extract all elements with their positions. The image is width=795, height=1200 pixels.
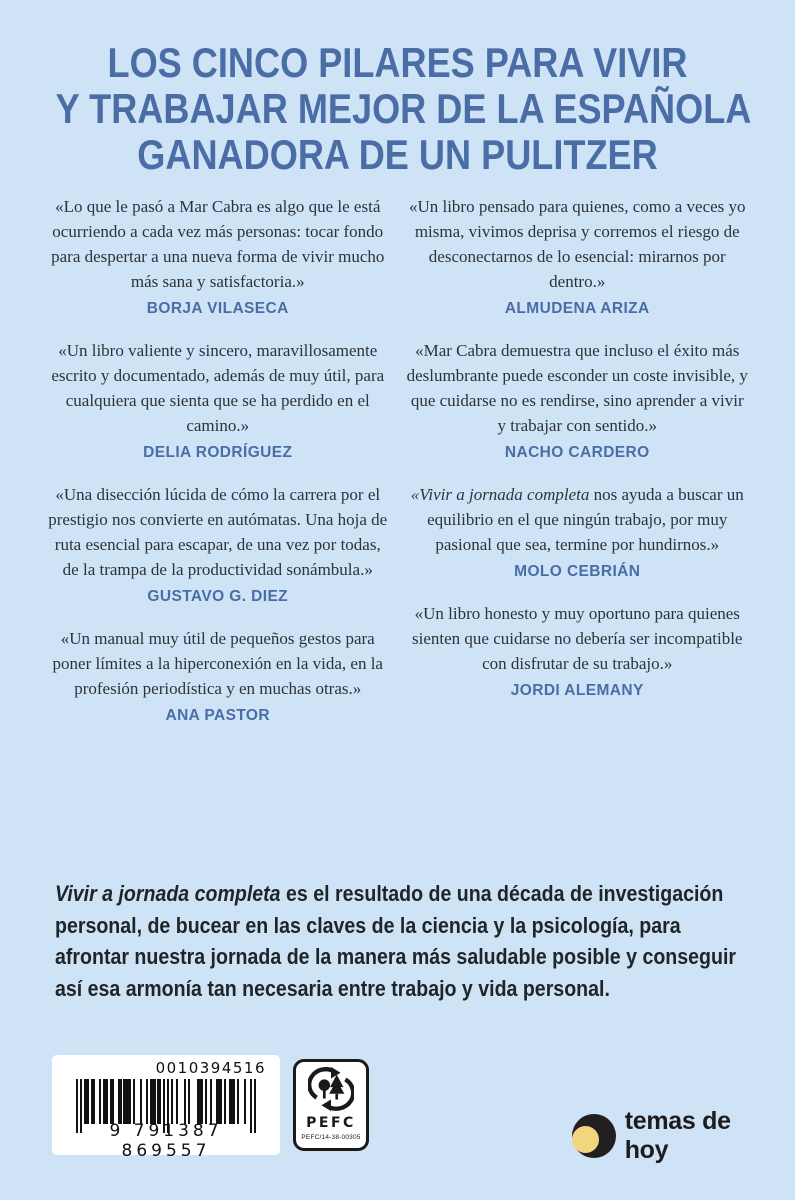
quote-ana-pastor (46, 626, 390, 725)
synopsis-book-title: Vivir a jornada completa (55, 881, 281, 906)
quote-borja-vilaseca (46, 194, 390, 318)
quote-text (46, 194, 390, 294)
quotes-column-left (46, 194, 390, 745)
quote-text (406, 601, 750, 676)
quote-author: ALMUDENA ARIZA (504, 300, 650, 317)
pefc-label (293, 1059, 369, 1151)
cover-title (55, 39, 752, 178)
quote-text (46, 626, 390, 701)
quote-molo-cebrian (406, 482, 750, 581)
quote-body: «Mar Cabra demuestra que incluso el éxito más deslumbrante puede esconder un coste invisible, y que cuidarse no es rendirse, sino aprender a vivir y trabajar con sentido.» (406, 341, 748, 435)
quote-author: MOLO CEBRIÁN (514, 563, 641, 580)
logo-yellow-circle (572, 1126, 599, 1153)
quote-author: NACHO CARDERO (504, 444, 650, 461)
quote-text (46, 482, 390, 582)
quote-book-title: «Vivir a jornada completa (410, 485, 590, 504)
quotes-section (0, 194, 795, 745)
quote-body: «Un libro valiente y sincero, maravillosamente escrito y documentado, además de muy útil, para cualquiera que sienta que se ha perdido en el camino.» (51, 341, 385, 435)
quotes-column-right (406, 194, 750, 745)
quote-nacho-cardero (406, 338, 750, 462)
quote-body: nos ayuda a buscar un equilibrio en el que ningún trabajo, por muy pasional que sea, termine por hundirnos.» (427, 485, 744, 554)
pefc-trees-icon (308, 1067, 354, 1111)
pefc-cert-number: PEFC/14-38-00305 (301, 1134, 361, 1141)
synopsis-paragraph (55, 878, 751, 1004)
quote-author: BORJA VILASECA (146, 300, 289, 317)
quote-text (406, 338, 750, 438)
quote-body: «Una disección lúcida de cómo la carrera por el prestigio nos convierte en autómatas. Una hoja de ruta esencial para escapar, de una vez por todas, de la trampa de la productividad sonámbula.» (48, 485, 388, 579)
pefc-name: PEFC (306, 1115, 356, 1131)
cover-title-line-2: Y TRABAJAR MEJOR DE LA ESPAÑOLA (55, 85, 752, 132)
barcode-isbn-digits: 9 791387 869557 (109, 1121, 223, 1161)
cover-title-line-3: GANADORA DE UN PULITZER (137, 131, 658, 178)
quote-text (406, 194, 750, 294)
temas-de-hoy-icon (570, 1112, 616, 1160)
publisher-logo (570, 1107, 762, 1165)
quote-author: DELIA RODRÍGUEZ (143, 444, 293, 461)
quote-jordi-alemany (406, 601, 750, 700)
footer (52, 1053, 762, 1164)
publisher-name: temas de hoy (624, 1107, 731, 1164)
synopsis-body: es el resultado de una década de investigación personal, de bucear en las claves de la ciencia y la psicología, para afrontar nuestra jornada de la manera más saludable posible y conseguir así esa armonía tan necesaria entre trabajo y vida personal. (55, 881, 737, 1001)
quote-author: GUSTAVO G. DIEZ (147, 588, 289, 605)
quote-text (46, 338, 390, 438)
quote-gustavo-g-diez (46, 482, 390, 606)
quote-text (406, 482, 750, 557)
cover-title-line-1: LOS CINCO PILARES PARA VIVIR (107, 39, 688, 86)
quote-almudena-ariza (406, 194, 750, 318)
quote-author: JORDI ALEMANY (510, 682, 644, 699)
quote-body: «Un libro pensado para quienes, como a veces yo misma, vivimos deprisa y corremos el riesgo de desconectarnos de lo esencial: mirarnos por dentro.» (408, 197, 746, 291)
quote-author: ANA PASTOR (165, 707, 270, 724)
barcode-top-code: 0010394516 (155, 1059, 266, 1077)
quote-delia-rodriguez (46, 338, 390, 462)
quote-body: «Un manual muy útil de pequeños gestos para poner límites a la hiperconexión en la vida, en la profesión periodística y en muchas otras.» (52, 629, 383, 698)
barcode (52, 1055, 280, 1161)
quote-body: «Lo que le pasó a Mar Cabra es algo que le está ocurriendo a cada vez más personas: tocar fondo para despertar a una nueva forma de vivir mucho más sana y satisfactoria.» (51, 197, 385, 291)
barcode-bars (62, 1079, 270, 1127)
quote-body: «Un libro honesto y muy oportuno para quienes sienten que cuidarse no debería ser incompatible con disfrutar de su trabajo.» (412, 604, 743, 673)
